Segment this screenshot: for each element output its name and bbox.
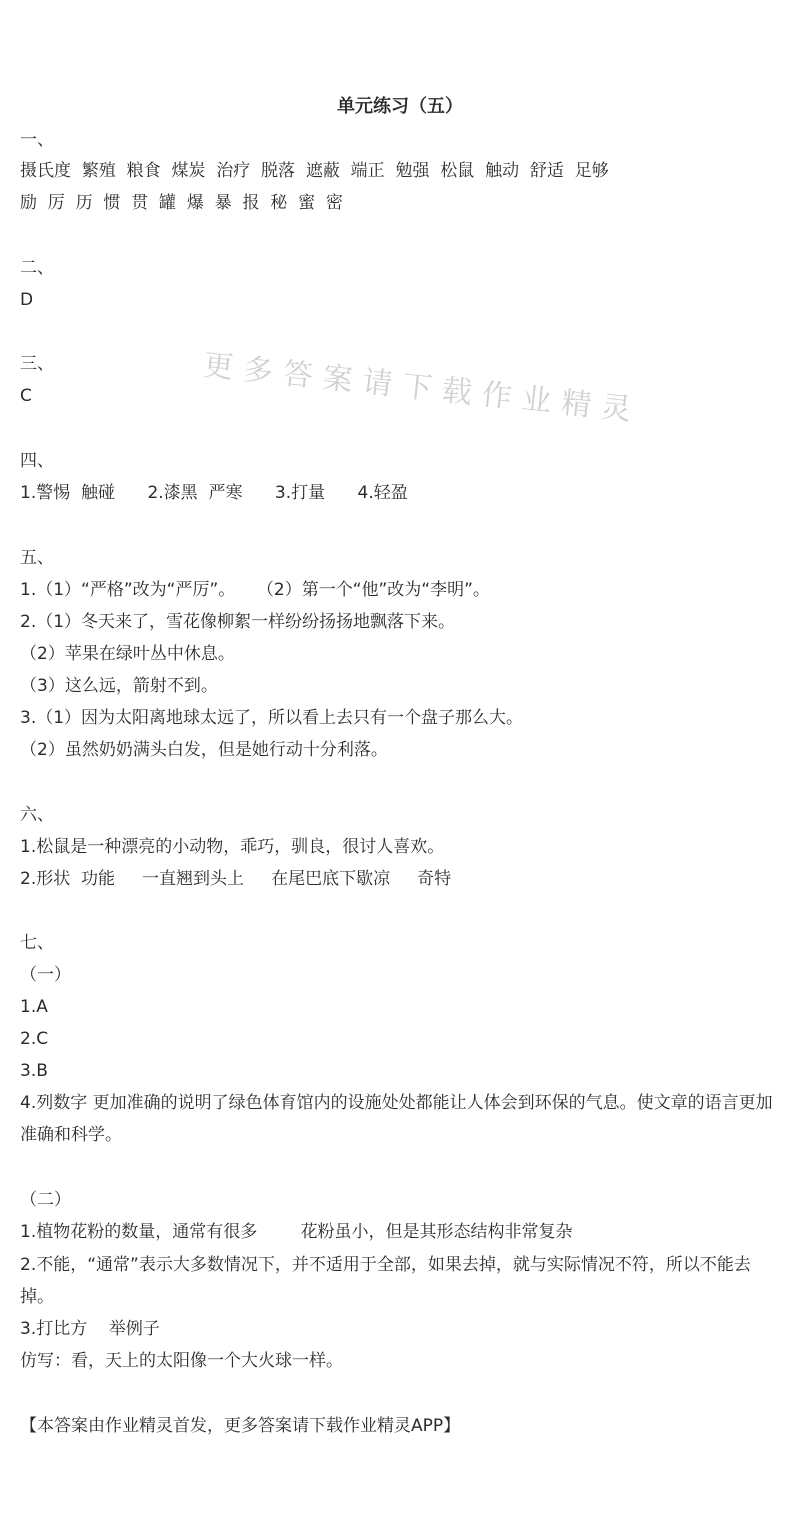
section-heading-6: 六、	[20, 805, 54, 825]
answer-line: 1.植物花粉的数量，通常有很多 花粉虽小，但是其形态结构非常复杂	[20, 1222, 573, 1242]
section-heading-4: 四、	[20, 451, 54, 471]
page-title: 单元练习（五）	[337, 96, 463, 117]
answer-line: D	[20, 290, 34, 310]
answer-line: 3.（1）因为太阳离地球太远了，所以看上去只有一个盘子那么大。	[20, 708, 524, 728]
answer-line: 3.打比方 举例子	[20, 1319, 160, 1339]
answer-line: 仿写：看，天上的太阳像一个大火球一样。	[20, 1351, 343, 1371]
answer-line: C	[20, 386, 32, 406]
watermark: 更多答案请下载作业精灵	[201, 347, 643, 429]
answer-line: 1.（1）“严格”改为“严厉”。 （2）第一个“他”改为“李明”。	[20, 580, 490, 600]
answer-line: 2.形状 功能 一直翘到头上 在尾巴底下歇凉 奇特	[20, 869, 452, 889]
subsection-heading: （一）	[20, 965, 71, 985]
answer-line: 3.B	[20, 1061, 48, 1081]
answer-line: 1.A	[20, 997, 48, 1017]
answer-line: 摄氏度 繁殖 粮食 煤炭 治疗 脱落 遮蔽 端正 勉强 松鼠 触动 舒适 足够	[20, 161, 609, 181]
section-heading-5: 五、	[20, 548, 54, 568]
answer-line: （2）虽然奶奶满头白发，但是她行动十分利落。	[20, 740, 388, 760]
footer-note: 【本答案由作业精灵首发，更多答案请下载作业精灵APP】	[20, 1416, 461, 1436]
section-heading-3: 三、	[20, 354, 54, 374]
answer-line: 励 厉 历 惯 贯 罐 爆 暴 报 秘 蜜 密	[20, 193, 343, 213]
answer-line: 2.C	[20, 1029, 49, 1049]
answer-line: （3）这么远，箭射不到。	[20, 676, 218, 696]
answer-line: （2）苹果在绿叶丛中休息。	[20, 644, 235, 664]
section-heading-2: 二、	[20, 258, 54, 278]
answer-line: 1.警惕 触碰 2.漆黑 严寒 3.打量 4.轻盈	[20, 483, 408, 503]
answer-paragraph: 2.不能，“通常”表示大多数情况下，并不适用于全部，如果去掉，就与实际情况不符，所以不能去掉。	[20, 1255, 751, 1307]
subsection-heading: （二）	[20, 1190, 71, 1210]
answer-paragraph: 4.列数字 更加准确的说明了绿色体育馆内的设施处处都能让人体会到环保的气息。使文章的语言更加准确和科学。	[20, 1093, 773, 1145]
section-heading-7: 七、	[20, 933, 54, 953]
section-heading-1: 一、	[20, 130, 54, 150]
answer-line: 2.（1）冬天来了，雪花像柳絮一样纷纷扬扬地飘落下来。	[20, 612, 456, 632]
answer-line: 1.松鼠是一种漂亮的小动物，乖巧，驯良，很讨人喜欢。	[20, 837, 445, 857]
